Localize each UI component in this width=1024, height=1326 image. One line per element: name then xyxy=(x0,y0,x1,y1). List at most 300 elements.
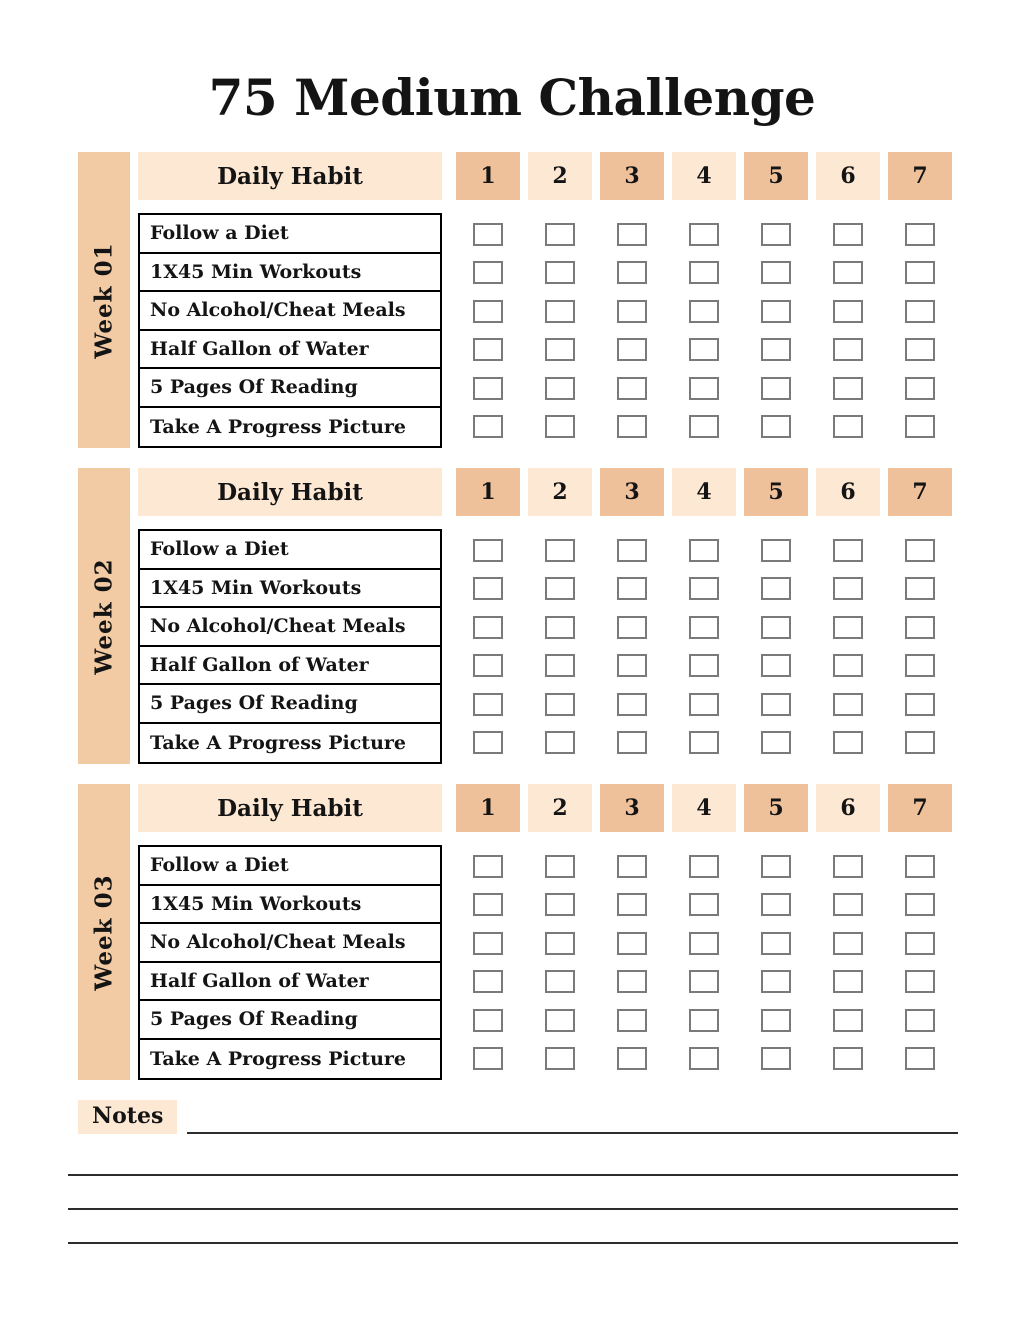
checkbox-cell xyxy=(672,654,736,677)
habit-checkbox[interactable] xyxy=(905,654,935,677)
checkbox-cell xyxy=(528,616,592,639)
checkbox-cell xyxy=(456,1009,520,1032)
habit-row-progress-picture: Take A Progress Picture xyxy=(150,415,406,438)
checkbox-cell xyxy=(816,893,880,916)
habit-checkbox[interactable] xyxy=(473,893,503,916)
checkbox-cell xyxy=(672,300,736,323)
checkbox-cell xyxy=(672,1009,736,1032)
habit-checkbox[interactable] xyxy=(545,1009,575,1032)
checkbox-cell xyxy=(600,300,664,323)
checkbox-cell xyxy=(528,893,592,916)
checkbox-cell xyxy=(528,261,592,284)
checkbox-row xyxy=(456,408,952,447)
habit-table xyxy=(138,529,442,764)
habit-checkbox[interactable] xyxy=(545,261,575,284)
checkbox-cell xyxy=(888,654,952,677)
habit-row-reading: 5 Pages Of Reading xyxy=(140,1001,440,1040)
habit-checkbox[interactable] xyxy=(617,932,647,955)
habit-checkbox[interactable] xyxy=(761,654,791,677)
habit-checkbox[interactable] xyxy=(473,1047,503,1070)
habit-checkbox[interactable] xyxy=(905,377,935,400)
habit-checkbox[interactable] xyxy=(617,893,647,916)
habit-checkbox[interactable] xyxy=(617,261,647,284)
habit-checkbox[interactable] xyxy=(617,377,647,400)
day-headers xyxy=(456,468,952,516)
checkbox-cell xyxy=(528,970,592,993)
week-02-section xyxy=(78,468,1024,764)
checkbox-cell xyxy=(888,731,952,754)
week-02-bar xyxy=(78,468,130,764)
habit-row-follow-a-diet: Follow a Diet xyxy=(140,847,440,886)
habit-row-water: Half Gallon of Water xyxy=(140,963,440,1002)
checkbox-cell xyxy=(672,693,736,716)
checkbox-row xyxy=(456,685,952,724)
habit-checkbox[interactable] xyxy=(473,415,503,438)
habit-checkbox[interactable] xyxy=(761,539,791,562)
checkbox-row xyxy=(456,254,952,293)
page-title: 75 Medium Challenge xyxy=(208,68,816,127)
checkbox-cell xyxy=(744,415,808,438)
daily-habit-header: Daily Habit xyxy=(138,152,442,200)
habit-checkbox[interactable] xyxy=(833,932,863,955)
habit-checkbox[interactable] xyxy=(833,693,863,716)
checkbox-cell xyxy=(744,377,808,400)
checkbox-cell xyxy=(528,377,592,400)
habit-checkbox[interactable] xyxy=(473,223,503,246)
habit-checkbox[interactable] xyxy=(689,415,719,438)
habit-row-no-alcohol: No Alcohol/Cheat Meals xyxy=(140,924,440,963)
habit-checkbox[interactable] xyxy=(833,223,863,246)
checkbox-cell xyxy=(528,654,592,677)
habit-checkbox[interactable] xyxy=(617,855,647,878)
habit-checkbox[interactable] xyxy=(761,932,791,955)
checkbox-cell xyxy=(456,970,520,993)
checkbox-cell xyxy=(816,970,880,993)
habit-checkbox[interactable] xyxy=(905,261,935,284)
checkbox-cell xyxy=(456,1047,520,1070)
habit-checkbox[interactable] xyxy=(689,731,719,754)
habit-checkbox[interactable] xyxy=(689,261,719,284)
day-header-6: 6 xyxy=(816,152,880,200)
checkbox-cell xyxy=(672,731,736,754)
habit-table xyxy=(138,213,442,448)
habit-checkbox[interactable] xyxy=(545,731,575,754)
habit-row-water: Half Gallon of Water xyxy=(140,647,440,686)
habit-checkbox[interactable] xyxy=(689,1009,719,1032)
checkbox-cell xyxy=(888,1009,952,1032)
habit-checkbox[interactable] xyxy=(545,539,575,562)
habit-row-follow-a-diet: Follow a Diet xyxy=(140,215,440,254)
checkbox-cell xyxy=(672,932,736,955)
habit-checkbox[interactable] xyxy=(617,223,647,246)
habit-checkbox[interactable] xyxy=(545,855,575,878)
checkbox-cell xyxy=(456,539,520,562)
checkbox-cell xyxy=(816,731,880,754)
habit-checkbox[interactable] xyxy=(617,654,647,677)
habit-checkbox[interactable] xyxy=(905,300,935,323)
habit-checkbox[interactable] xyxy=(689,932,719,955)
checkbox-cell xyxy=(672,377,736,400)
habit-checkbox[interactable] xyxy=(617,415,647,438)
habit-checkbox[interactable] xyxy=(617,693,647,716)
habit-checkbox[interactable] xyxy=(689,300,719,323)
day-header-3: 3 xyxy=(600,468,664,516)
checkbox-cell xyxy=(888,932,952,955)
habit-checkbox[interactable] xyxy=(761,1047,791,1070)
week-02-label: Week 02 xyxy=(90,557,118,675)
week-02-body xyxy=(138,529,952,764)
habit-checkbox[interactable] xyxy=(905,223,935,246)
habit-row-follow-a-diet: Follow a Diet xyxy=(140,531,440,570)
habit-checkbox[interactable] xyxy=(761,338,791,361)
habit-checkbox[interactable] xyxy=(905,893,935,916)
habit-checkbox[interactable] xyxy=(905,693,935,716)
habit-checkbox[interactable] xyxy=(833,377,863,400)
checkbox-row xyxy=(456,570,952,609)
habit-checkbox[interactable] xyxy=(761,693,791,716)
checkbox-cell xyxy=(456,300,520,323)
habit-checkbox[interactable] xyxy=(761,1009,791,1032)
habit-checkbox[interactable] xyxy=(617,539,647,562)
checkbox-cell xyxy=(672,261,736,284)
habit-checkbox[interactable] xyxy=(833,261,863,284)
week-01-header-row xyxy=(138,152,952,200)
habit-checkbox[interactable] xyxy=(617,577,647,600)
checkbox-cell xyxy=(528,577,592,600)
checkbox-cell xyxy=(600,377,664,400)
checkbox-cell xyxy=(456,731,520,754)
week-03-section xyxy=(78,784,1024,1080)
checkbox-cell xyxy=(456,338,520,361)
habit-checkbox[interactable] xyxy=(473,577,503,600)
habit-checkbox[interactable] xyxy=(833,300,863,323)
checkbox-cell xyxy=(672,415,736,438)
week-03-label: Week 03 xyxy=(90,873,118,991)
checkbox-cell xyxy=(744,970,808,993)
checkbox-cell xyxy=(456,855,520,878)
checkbox-cell xyxy=(888,539,952,562)
habit-checkbox[interactable] xyxy=(473,377,503,400)
habit-checkbox[interactable] xyxy=(905,1047,935,1070)
habit-checkbox[interactable] xyxy=(761,577,791,600)
habit-checkbox[interactable] xyxy=(761,893,791,916)
habit-checkbox[interactable] xyxy=(473,932,503,955)
week-03-bar xyxy=(78,784,130,1080)
checkbox-cell xyxy=(888,577,952,600)
habit-checkbox[interactable] xyxy=(689,223,719,246)
checkbox-cell xyxy=(816,223,880,246)
checkbox-cell xyxy=(528,731,592,754)
habit-checkbox[interactable] xyxy=(545,377,575,400)
habit-row-reading: 5 Pages Of Reading xyxy=(140,685,440,724)
checkbox-grid xyxy=(456,529,952,764)
checkbox-cell xyxy=(888,261,952,284)
habit-checkbox[interactable] xyxy=(545,693,575,716)
habit-row-progress-picture: Take A Progress Picture xyxy=(150,731,406,754)
habit-checkbox[interactable] xyxy=(545,338,575,361)
habit-checkbox[interactable] xyxy=(689,654,719,677)
checkbox-cell xyxy=(600,1047,664,1070)
checkbox-cell xyxy=(600,654,664,677)
habit-checkbox[interactable] xyxy=(545,577,575,600)
habit-checkbox[interactable] xyxy=(545,223,575,246)
habit-checkbox[interactable] xyxy=(473,970,503,993)
week-03-main xyxy=(138,784,952,1080)
week-03-body xyxy=(138,845,952,1080)
checkbox-cell xyxy=(456,693,520,716)
checkbox-cell xyxy=(456,415,520,438)
habit-checkbox[interactable] xyxy=(617,300,647,323)
habit-checkbox[interactable] xyxy=(473,338,503,361)
habit-checkbox[interactable] xyxy=(905,577,935,600)
habit-checkbox[interactable] xyxy=(545,932,575,955)
week-01-body xyxy=(138,213,952,448)
habit-checkbox[interactable] xyxy=(761,300,791,323)
checkbox-row xyxy=(456,647,952,686)
checkbox-cell xyxy=(888,377,952,400)
checkbox-cell xyxy=(672,970,736,993)
habit-checkbox[interactable] xyxy=(545,415,575,438)
habit-checkbox[interactable] xyxy=(545,970,575,993)
notes-header-row xyxy=(68,1100,958,1134)
notes-ruled-line-2[interactable] xyxy=(68,1174,958,1176)
checkbox-cell xyxy=(528,338,592,361)
checkbox-cell xyxy=(600,731,664,754)
checkbox-cell xyxy=(600,338,664,361)
checkbox-cell xyxy=(456,932,520,955)
habit-row-workouts: 1X45 Min Workouts xyxy=(140,254,440,293)
checkbox-cell xyxy=(672,893,736,916)
daily-habit-header: Daily Habit xyxy=(138,468,442,516)
checkbox-row xyxy=(456,724,952,763)
habit-checkbox[interactable] xyxy=(617,1047,647,1070)
habit-checkbox[interactable] xyxy=(761,970,791,993)
checkbox-grid xyxy=(456,845,952,1080)
habit-checkbox[interactable] xyxy=(833,731,863,754)
habit-checkbox[interactable] xyxy=(761,223,791,246)
habit-checkbox[interactable] xyxy=(761,855,791,878)
habit-checkbox[interactable] xyxy=(473,1009,503,1032)
habit-checkbox[interactable] xyxy=(545,893,575,916)
habit-checkbox[interactable] xyxy=(473,855,503,878)
notes-ruled-line-4[interactable] xyxy=(68,1242,958,1244)
habit-checkbox[interactable] xyxy=(833,1047,863,1070)
habit-row-no-alcohol: No Alcohol/Cheat Meals xyxy=(140,292,440,331)
week-01-label: Week 01 xyxy=(90,241,118,359)
habit-checkbox[interactable] xyxy=(617,970,647,993)
checkbox-cell xyxy=(600,415,664,438)
checkbox-row xyxy=(456,331,952,370)
day-header-3: 3 xyxy=(600,784,664,832)
week-01-main xyxy=(138,152,952,448)
habit-checkbox[interactable] xyxy=(689,970,719,993)
checkbox-cell xyxy=(672,1047,736,1070)
habit-checkbox[interactable] xyxy=(905,1009,935,1032)
checkbox-row xyxy=(456,369,952,408)
habit-checkbox[interactable] xyxy=(761,616,791,639)
habit-checkbox[interactable] xyxy=(689,1047,719,1070)
habit-checkbox[interactable] xyxy=(833,654,863,677)
week-01-section xyxy=(78,152,1024,448)
checkbox-cell xyxy=(456,893,520,916)
habit-checkbox[interactable] xyxy=(833,855,863,878)
habit-checkbox[interactable] xyxy=(545,616,575,639)
checkbox-cell xyxy=(600,261,664,284)
checkbox-cell xyxy=(528,693,592,716)
checkbox-cell xyxy=(600,893,664,916)
checkbox-row xyxy=(456,1001,952,1040)
checkbox-cell xyxy=(744,338,808,361)
checkbox-cell xyxy=(456,616,520,639)
habit-checkbox[interactable] xyxy=(689,377,719,400)
checkbox-cell xyxy=(816,338,880,361)
checkbox-cell xyxy=(816,654,880,677)
checkbox-row xyxy=(456,924,952,963)
habit-checkbox[interactable] xyxy=(473,261,503,284)
habit-checkbox[interactable] xyxy=(833,1009,863,1032)
day-header-7: 7 xyxy=(888,152,952,200)
checkbox-cell xyxy=(672,616,736,639)
checkbox-cell xyxy=(456,261,520,284)
habit-checkbox[interactable] xyxy=(689,616,719,639)
checkbox-cell xyxy=(888,415,952,438)
checkbox-cell xyxy=(888,616,952,639)
habit-checkbox[interactable] xyxy=(545,654,575,677)
notes-label: Notes xyxy=(78,1100,177,1134)
habit-checkbox[interactable] xyxy=(905,616,935,639)
habit-checkbox[interactable] xyxy=(833,338,863,361)
checkbox-cell xyxy=(888,338,952,361)
day-header-1: 1 xyxy=(456,152,520,200)
habit-checkbox[interactable] xyxy=(905,970,935,993)
habit-checkbox[interactable] xyxy=(689,855,719,878)
checkbox-cell xyxy=(888,970,952,993)
habit-row-workouts: 1X45 Min Workouts xyxy=(140,570,440,609)
habit-checkbox[interactable] xyxy=(617,616,647,639)
checkbox-cell xyxy=(600,616,664,639)
checkbox-cell xyxy=(672,855,736,878)
week-02-header-row xyxy=(138,468,952,516)
checkbox-cell xyxy=(744,1009,808,1032)
habit-checkbox[interactable] xyxy=(761,731,791,754)
checkbox-cell xyxy=(600,539,664,562)
checkbox-cell xyxy=(744,654,808,677)
checkbox-cell xyxy=(744,855,808,878)
checkbox-row xyxy=(456,886,952,925)
habit-checkbox[interactable] xyxy=(617,1009,647,1032)
day-header-4: 4 xyxy=(672,468,736,516)
checkbox-grid xyxy=(456,213,952,448)
habit-checkbox[interactable] xyxy=(761,415,791,438)
day-header-1: 1 xyxy=(456,468,520,516)
tracker-sections xyxy=(0,152,1024,1080)
habit-checkbox[interactable] xyxy=(833,539,863,562)
checkbox-cell xyxy=(888,223,952,246)
checkbox-cell xyxy=(816,1009,880,1032)
checkbox-cell xyxy=(816,1047,880,1070)
day-header-7: 7 xyxy=(888,468,952,516)
habit-checkbox[interactable] xyxy=(689,539,719,562)
habit-checkbox[interactable] xyxy=(689,693,719,716)
checkbox-row xyxy=(456,292,952,331)
checkbox-cell xyxy=(528,415,592,438)
checkbox-cell xyxy=(888,1047,952,1070)
habit-checkbox[interactable] xyxy=(833,415,863,438)
habit-checkbox[interactable] xyxy=(473,539,503,562)
daily-habit-header: Daily Habit xyxy=(138,784,442,832)
checkbox-cell xyxy=(816,261,880,284)
checkbox-cell xyxy=(744,300,808,323)
checkbox-cell xyxy=(600,855,664,878)
checkbox-cell xyxy=(816,932,880,955)
habit-checkbox[interactable] xyxy=(905,855,935,878)
habit-checkbox[interactable] xyxy=(689,338,719,361)
checkbox-row xyxy=(456,608,952,647)
habit-checkbox[interactable] xyxy=(545,1047,575,1070)
habit-checkbox[interactable] xyxy=(833,893,863,916)
habit-checkbox[interactable] xyxy=(617,731,647,754)
day-header-7: 7 xyxy=(888,784,952,832)
habit-checkbox[interactable] xyxy=(905,415,935,438)
day-header-2: 2 xyxy=(528,468,592,516)
habit-checkbox[interactable] xyxy=(473,300,503,323)
habit-checkbox[interactable] xyxy=(617,338,647,361)
habit-checkbox[interactable] xyxy=(905,932,935,955)
checkbox-cell xyxy=(744,693,808,716)
notes-ruled-line-3[interactable] xyxy=(68,1208,958,1210)
checkbox-cell xyxy=(456,377,520,400)
habit-table xyxy=(138,845,442,1080)
habit-checkbox[interactable] xyxy=(833,577,863,600)
habit-checkbox[interactable] xyxy=(761,377,791,400)
checkbox-cell xyxy=(456,223,520,246)
day-headers xyxy=(456,152,952,200)
day-header-5: 5 xyxy=(744,468,808,516)
habit-checkbox[interactable] xyxy=(473,731,503,754)
habit-checkbox[interactable] xyxy=(473,616,503,639)
checkbox-cell xyxy=(816,415,880,438)
day-headers xyxy=(456,784,952,832)
checkbox-cell xyxy=(816,693,880,716)
checkbox-cell xyxy=(672,223,736,246)
habit-checkbox[interactable] xyxy=(905,338,935,361)
habit-checkbox[interactable] xyxy=(689,577,719,600)
checkbox-cell xyxy=(528,932,592,955)
habit-checkbox[interactable] xyxy=(905,731,935,754)
habit-checkbox[interactable] xyxy=(689,893,719,916)
habit-checkbox[interactable] xyxy=(761,261,791,284)
notes-ruled-line-1[interactable] xyxy=(187,1132,958,1134)
habit-checkbox[interactable] xyxy=(473,693,503,716)
habit-row-workouts: 1X45 Min Workouts xyxy=(140,886,440,925)
week-03-header-row xyxy=(138,784,952,832)
checkbox-cell xyxy=(600,577,664,600)
habit-checkbox[interactable] xyxy=(545,300,575,323)
habit-checkbox[interactable] xyxy=(905,539,935,562)
checkbox-cell xyxy=(744,616,808,639)
checkbox-cell xyxy=(744,893,808,916)
habit-checkbox[interactable] xyxy=(833,616,863,639)
habit-checkbox[interactable] xyxy=(833,970,863,993)
checkbox-cell xyxy=(528,300,592,323)
habit-checkbox[interactable] xyxy=(473,654,503,677)
checkbox-cell xyxy=(528,223,592,246)
day-header-6: 6 xyxy=(816,468,880,516)
habit-row-progress-picture: Take A Progress Picture xyxy=(150,1047,406,1070)
notes-section xyxy=(68,1100,958,1244)
checkbox-cell xyxy=(600,1009,664,1032)
checkbox-cell xyxy=(528,855,592,878)
